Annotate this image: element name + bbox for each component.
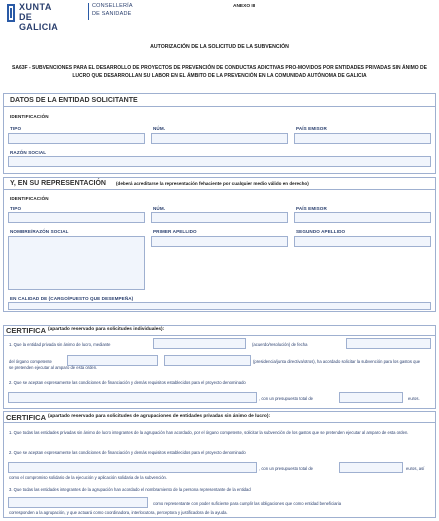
cert2-proyecto-field[interactable] <box>8 462 257 473</box>
entity-razon-field[interactable] <box>8 156 431 167</box>
cert2-note: (apartado reservado para solicitudes de agrupaciones de entidades privadas sin ánimo de lucro): <box>48 414 271 419</box>
page-subtitle: SA63F - SUBVENCIONES PARA EL DESARROLLO DE PROYECTOS DE PREVENCIÓN DE CONDUCTAS ADICTIVAS PRO-MOVIDOS POR ENTIDADES PRIVADAS SIN ÁNIMO DE LUCRO QUE DESARROLLAN SU LABOR EN EL ÁMBITO DE LA PREVENCIÓN EN LA COMUNIDAD AUTÓNOMA DE GALICIA <box>12 65 427 79</box>
cert1-acuerdo-field[interactable] <box>153 338 246 349</box>
cert2-euros: euros, así <box>406 466 425 471</box>
cert1-p1a: 1. Que la entidad privada sin ánimo de lucro, mediante <box>9 342 111 347</box>
entity-num-field[interactable] <box>151 133 288 144</box>
rep-tipo-field[interactable] <box>8 212 145 223</box>
rep-calidad-field[interactable] <box>8 302 431 310</box>
logo-divider <box>88 3 89 20</box>
cert1-p1b: (acuerdo/resolución) de fecha <box>252 342 308 347</box>
annex-label: ANEXO III <box>233 4 256 9</box>
xunta-logo <box>6 2 62 32</box>
rep-title-underline <box>3 189 436 190</box>
entity-id-label: IDENTIFICACIÓN <box>10 114 49 119</box>
rep-tipo-label: TIPO <box>10 206 22 211</box>
cert2-title-underline <box>3 422 436 423</box>
cert2-p1: 1. Que todas las entidades privadas sin ánimo de lucro integrantes de la agrupación han acordado, por el órgano competente, solicitar la subvención de los gastos que se pretenden ejecutar al amparo de esta orden. <box>9 430 409 435</box>
cert1-p1c: del órgano competente <box>9 359 52 364</box>
cert2-p3b: como representante con poder suficiente para cumplir las obligaciones que como entidad beneficiaria <box>153 501 342 506</box>
rep-apellido1-field[interactable] <box>151 236 288 247</box>
rep-apellido1-label: PRIMER APELLIDO <box>153 229 197 234</box>
page-title: AUTORIZACIÓN DE LA SOLICITUD DE LA SUBVENCIÓN <box>150 44 289 50</box>
cert1-euros: euros. <box>408 396 420 401</box>
xunta-emblem-icon <box>6 3 16 23</box>
entity-tipo-label: TIPO <box>10 126 22 131</box>
entity-razon-label: RAZÓN SOCIAL <box>10 150 47 155</box>
cert1-title-underline <box>3 335 436 336</box>
cert2-p2b: como el compromiso solidario de la ejecución y aplicación solidaria de la subvención. <box>9 475 168 480</box>
entity-pais-field[interactable] <box>294 133 431 144</box>
cert1-proyecto-field[interactable] <box>8 392 257 403</box>
cert1-fecha-field[interactable] <box>346 338 431 349</box>
entity-pais-label: PAÍS EMISOR <box>296 126 327 131</box>
dept-line1: CONSELLERÍA <box>92 3 133 9</box>
cert2-p3: 3. Que todas las entidades integrantes de la agrupación han acordado el nombramiento de la persona representante de la entidad <box>9 487 251 492</box>
cert1-p2: 2. Que se aceptan expresamente las condiciones de financiación y demás requisitos establecidos para el proyecto denominado <box>9 380 246 385</box>
logo-line2: DE GALICIA <box>19 12 59 32</box>
cert2-representante-field[interactable] <box>8 497 148 508</box>
rep-nombre-field[interactable] <box>8 236 145 290</box>
cert1-title: CERTIFICA <box>6 326 46 335</box>
cert2-presupuesto: , con un presupuesto total de <box>259 466 314 471</box>
cert2-p2: 2. Que se aceptan expresamente las condiciones de financiación y demás requisitos establecidos para el proyecto denominado <box>9 450 246 455</box>
cert2-importe-field[interactable] <box>339 462 403 473</box>
rep-calidad-label: EN CALIDAD DE (CARGO/PUESTO QUE DESEMPEÑA) <box>10 296 134 301</box>
rep-pais-label: PAÍS EMISOR <box>296 206 327 211</box>
rep-section-title: Y, EN SU REPRESENTACIÓN <box>10 180 106 187</box>
cert1-p1e: se pretenden ejecutar al amparo de esta orden. <box>9 365 98 370</box>
logo-line1: XUNTA <box>19 2 52 12</box>
cert1-p1d: (presidencia/junta directiva/otros), ha acordado solicitar la subvención para los gastos que <box>253 359 421 364</box>
entity-section-title: DATOS DE LA ENTIDAD SOLICITANTE <box>10 97 138 104</box>
rep-apellido2-field[interactable] <box>294 236 431 247</box>
cert1-importe-field[interactable] <box>339 392 403 403</box>
entity-num-label: NÚM. <box>153 126 166 131</box>
cert2-title: CERTIFICA <box>6 413 46 422</box>
cert1-presidencia-field[interactable] <box>164 355 251 366</box>
dept-line2: DE SANIDADE <box>92 11 132 17</box>
rep-section-note: (deberá acreditarse la representación fehaciente por cualquier medio válido en derecho) <box>116 181 309 186</box>
rep-id-label: IDENTIFICACIÓN <box>10 196 49 201</box>
cert1-note: (apartado reservado para solicitudes individuales): <box>48 327 165 332</box>
cert2-p3c: corresponden a la agrupación, y que actuará como coordinadora, interlocutora, perceptora y justificadora de la ayuda. <box>9 510 228 515</box>
entity-title-underline <box>3 106 436 107</box>
rep-pais-field[interactable] <box>294 212 431 223</box>
rep-num-field[interactable] <box>151 212 288 223</box>
rep-num-label: NÚM. <box>153 206 166 211</box>
cert1-presupuesto: , con un presupuesto total de <box>259 396 314 401</box>
rep-nombre-label: NOMBRE/RAZÓN SOCIAL <box>10 229 69 234</box>
rep-apellido2-label: SEGUNDO APELLIDO <box>296 229 346 234</box>
entity-tipo-field[interactable] <box>8 133 145 144</box>
